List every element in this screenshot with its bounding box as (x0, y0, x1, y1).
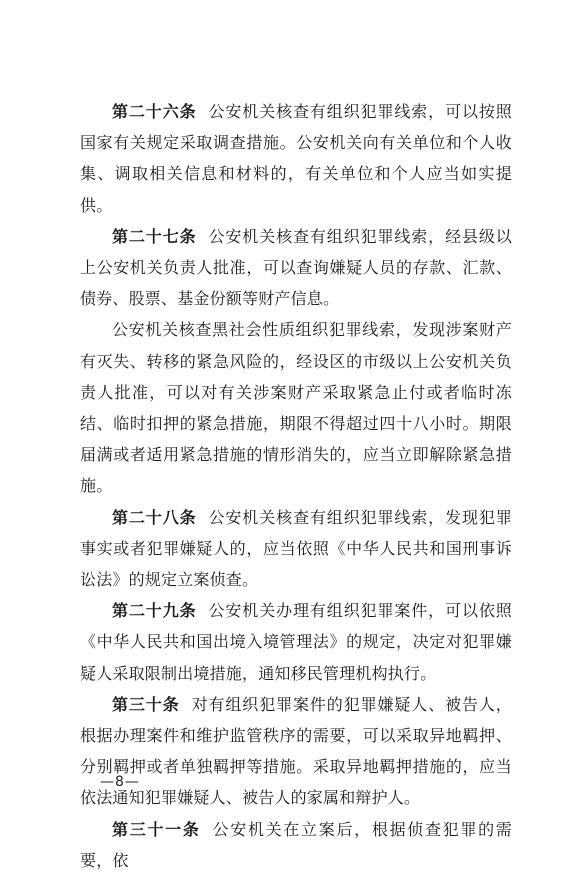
article-text: 公安机关核查有组织犯罪线索，发现犯罪事实或者犯罪嫌疑人的，应当依照《中华人民共和国刑事诉讼法》的规定立案侦查。 (80, 507, 512, 590)
article-paragraph (80, 314, 512, 501)
article-number: 第三十条 (112, 694, 180, 714)
document-body (80, 96, 512, 876)
article-text: 对有组织犯罪案件的犯罪嫌疑人、被告人，根据办理案件和维护监管秩序的需要，可以采取异地羁押、分别羁押或者单独羁押等措施。采取异地羁押措施的，应当依法通知犯罪嫌疑人、被告人的家属和辩护人。 (80, 694, 512, 808)
article-paragraph (80, 814, 512, 876)
article-text: 公安机关核查黑社会性质组织犯罪线索，发现涉案财产有灭失、转移的紧急风险的，经设区的市级以上公安机关负责人批准，可以对有关涉案财产采取紧急止付或者临时冻结、临时扣押的紧急措施，期限不得超过四十八小时。期限届满或者适用紧急措施的情形消失的，应当立即解除紧急措施。 (80, 320, 512, 496)
article-number: 第二十六条 (112, 102, 197, 121)
article-number: 第二十八条 (112, 507, 197, 527)
article-paragraph (80, 221, 512, 315)
article-text: 公安机关核查有组织犯罪线索，可以按照国家有关规定采取调查措施。公安机关向有关单位和个人收集、调取相关信息和材料的，有关单位和个人应当如实提供。 (80, 102, 512, 215)
page-number: —8— (100, 774, 140, 790)
article-paragraph (80, 595, 512, 689)
article-text: 公安机关办理有组织犯罪案件，可以依照《中华人民共和国出境入境管理法》的规定，决定对犯罪嫌疑人采取限制出境措施，通知移民管理机构执行。 (80, 601, 512, 683)
article-number: 第二十九条 (112, 601, 197, 621)
article-number: 第二十七条 (112, 226, 197, 246)
article-paragraph (80, 689, 512, 814)
article-paragraph (80, 96, 512, 221)
article-text: 公安机关核查有组织犯罪线索，经县级以上公安机关负责人批准，可以查询嫌疑人员的存款、汇款、债券、股票、基金份额等财产信息。 (80, 226, 512, 309)
article-number: 第三十一条 (112, 819, 201, 839)
article-paragraph (80, 502, 512, 596)
article-text: 公安机关在立案后，根据侦查犯罪的需要，依 (80, 819, 512, 870)
